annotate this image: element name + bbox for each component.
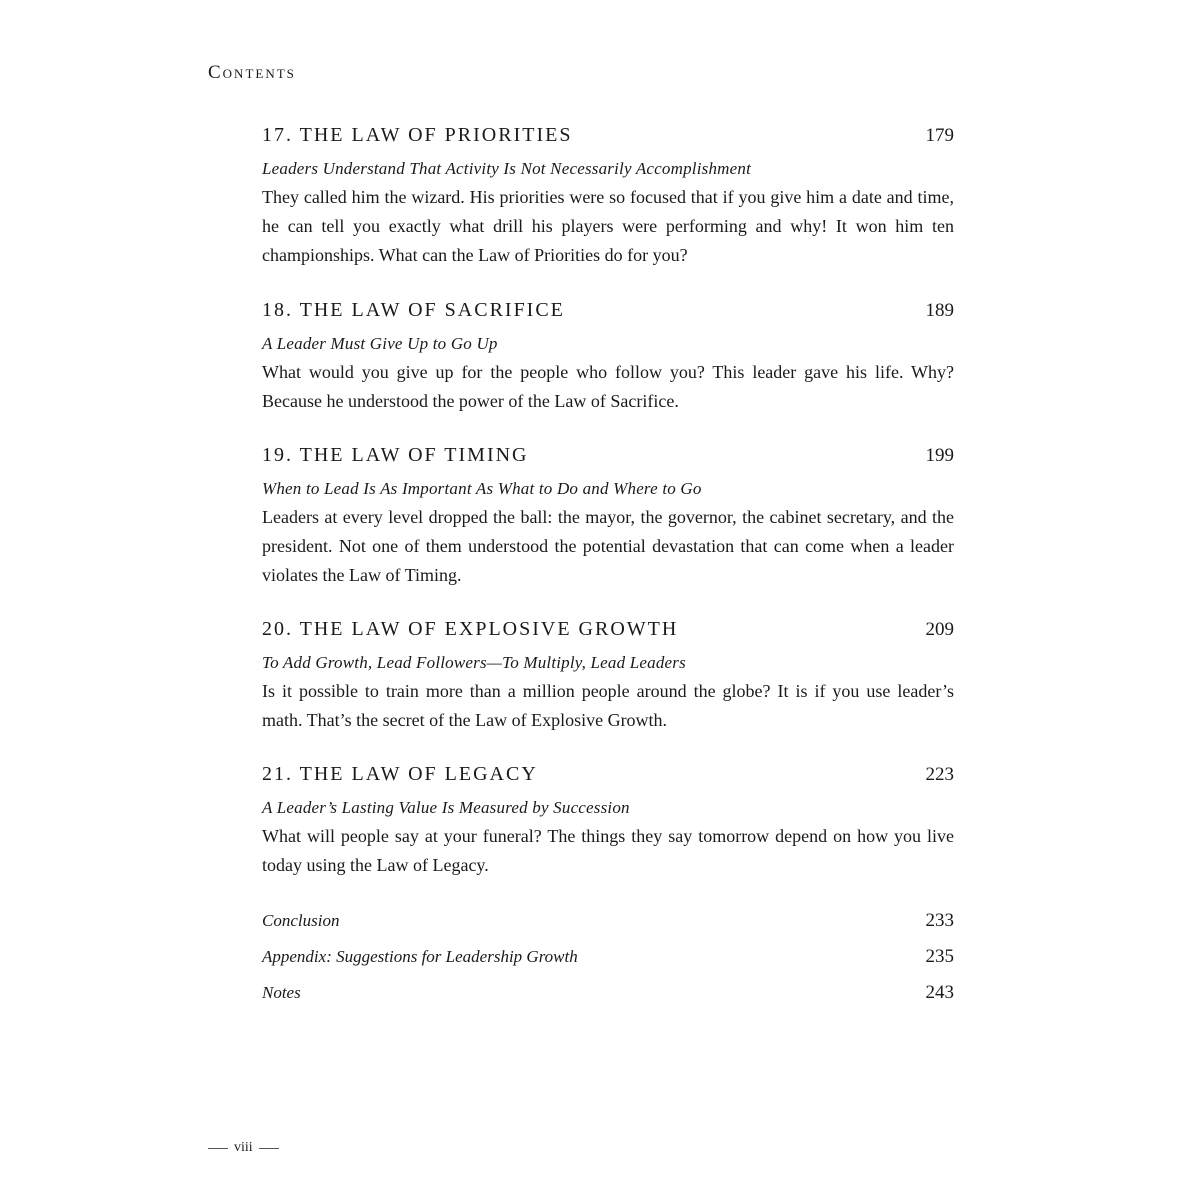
chapter-title: 20. THE LAW OF EXPLOSIVE GROWTH	[262, 618, 679, 640]
end-matter-list	[262, 910, 954, 1018]
chapter-description: What would you give up for the people who follow you? This leader gave his life. Why? Because he understood the power of the Law of Sacrifice.	[262, 362, 954, 411]
chapter-heading-row	[262, 124, 954, 154]
end-matter-row	[262, 982, 954, 1018]
end-matter-page-number: 233	[925, 910, 954, 931]
chapter-heading-row	[262, 444, 954, 474]
chapter-description: What will people say at your funeral? The things they say tomorrow depend on how you live today using the Law of Legacy.	[262, 826, 954, 875]
chapter-subtitle: When to Lead Is As Important As What to Do and Where to Go	[262, 479, 702, 498]
chapter-description: They called him the wizard. His priorities were so focused that if you give him a date and time, he can tell you exactly what drill his players were performing and why! It won him ten championships. What can the Law of Priorities do for you?	[262, 187, 954, 265]
end-matter-row	[262, 946, 954, 982]
end-matter-row	[262, 910, 954, 946]
chapter-title: 17. THE LAW OF PRIORITIES	[262, 124, 573, 146]
chapter-subtitle: A Leader Must Give Up to Go Up	[262, 334, 498, 353]
chapter-page-number: 223	[925, 764, 954, 785]
end-matter-label: Appendix: Suggestions for Leadership Growth	[262, 947, 578, 966]
chapter-title: 21. THE LAW OF LEGACY	[262, 763, 538, 785]
end-matter-page-number: 235	[925, 946, 954, 967]
chapter-entry	[262, 618, 954, 735]
chapter-entry	[262, 299, 954, 416]
running-head: Contents	[208, 62, 296, 83]
chapter-heading-row	[262, 299, 954, 329]
chapter-subtitle: A Leader’s Lasting Value Is Measured by Succession	[262, 798, 630, 817]
chapter-description: Leaders at every level dropped the ball: the mayor, the governor, the cabinet secretary, and the president. Not one of them understood the potential devastation that can come when a leader violates the Law of Timing.	[262, 507, 954, 585]
chapter-description: Is it possible to train more than a million people around the globe? It is if you use leader’s math. That’s the secret of the Law of Explosive Growth.	[262, 681, 954, 730]
chapter-title: 18. THE LAW OF SACRIFICE	[262, 299, 565, 321]
chapter-title: 19. THE LAW OF TIMING	[262, 444, 529, 466]
folio-number: viii	[234, 1140, 253, 1155]
page-folio	[208, 1140, 279, 1156]
chapter-page-number: 209	[925, 619, 954, 640]
folio-dash-right	[259, 1148, 279, 1149]
chapter-page-number: 179	[925, 125, 954, 146]
chapter-subtitle: Leaders Understand That Activity Is Not Necessarily Accomplishment	[262, 159, 751, 178]
end-matter-page-number: 243	[925, 982, 954, 1003]
folio-dash-left	[208, 1148, 228, 1149]
chapter-heading-row	[262, 618, 954, 648]
chapter-heading-row	[262, 763, 954, 793]
chapter-page-number: 199	[925, 445, 954, 466]
end-matter-label: Notes	[262, 983, 301, 1002]
chapter-entry	[262, 763, 954, 880]
chapter-entry	[262, 444, 954, 590]
end-matter-label: Conclusion	[262, 911, 340, 930]
chapter-subtitle: To Add Growth, Lead Followers—To Multiply, Lead Leaders	[262, 653, 686, 672]
chapter-entry	[262, 124, 954, 270]
chapter-page-number: 189	[925, 300, 954, 321]
